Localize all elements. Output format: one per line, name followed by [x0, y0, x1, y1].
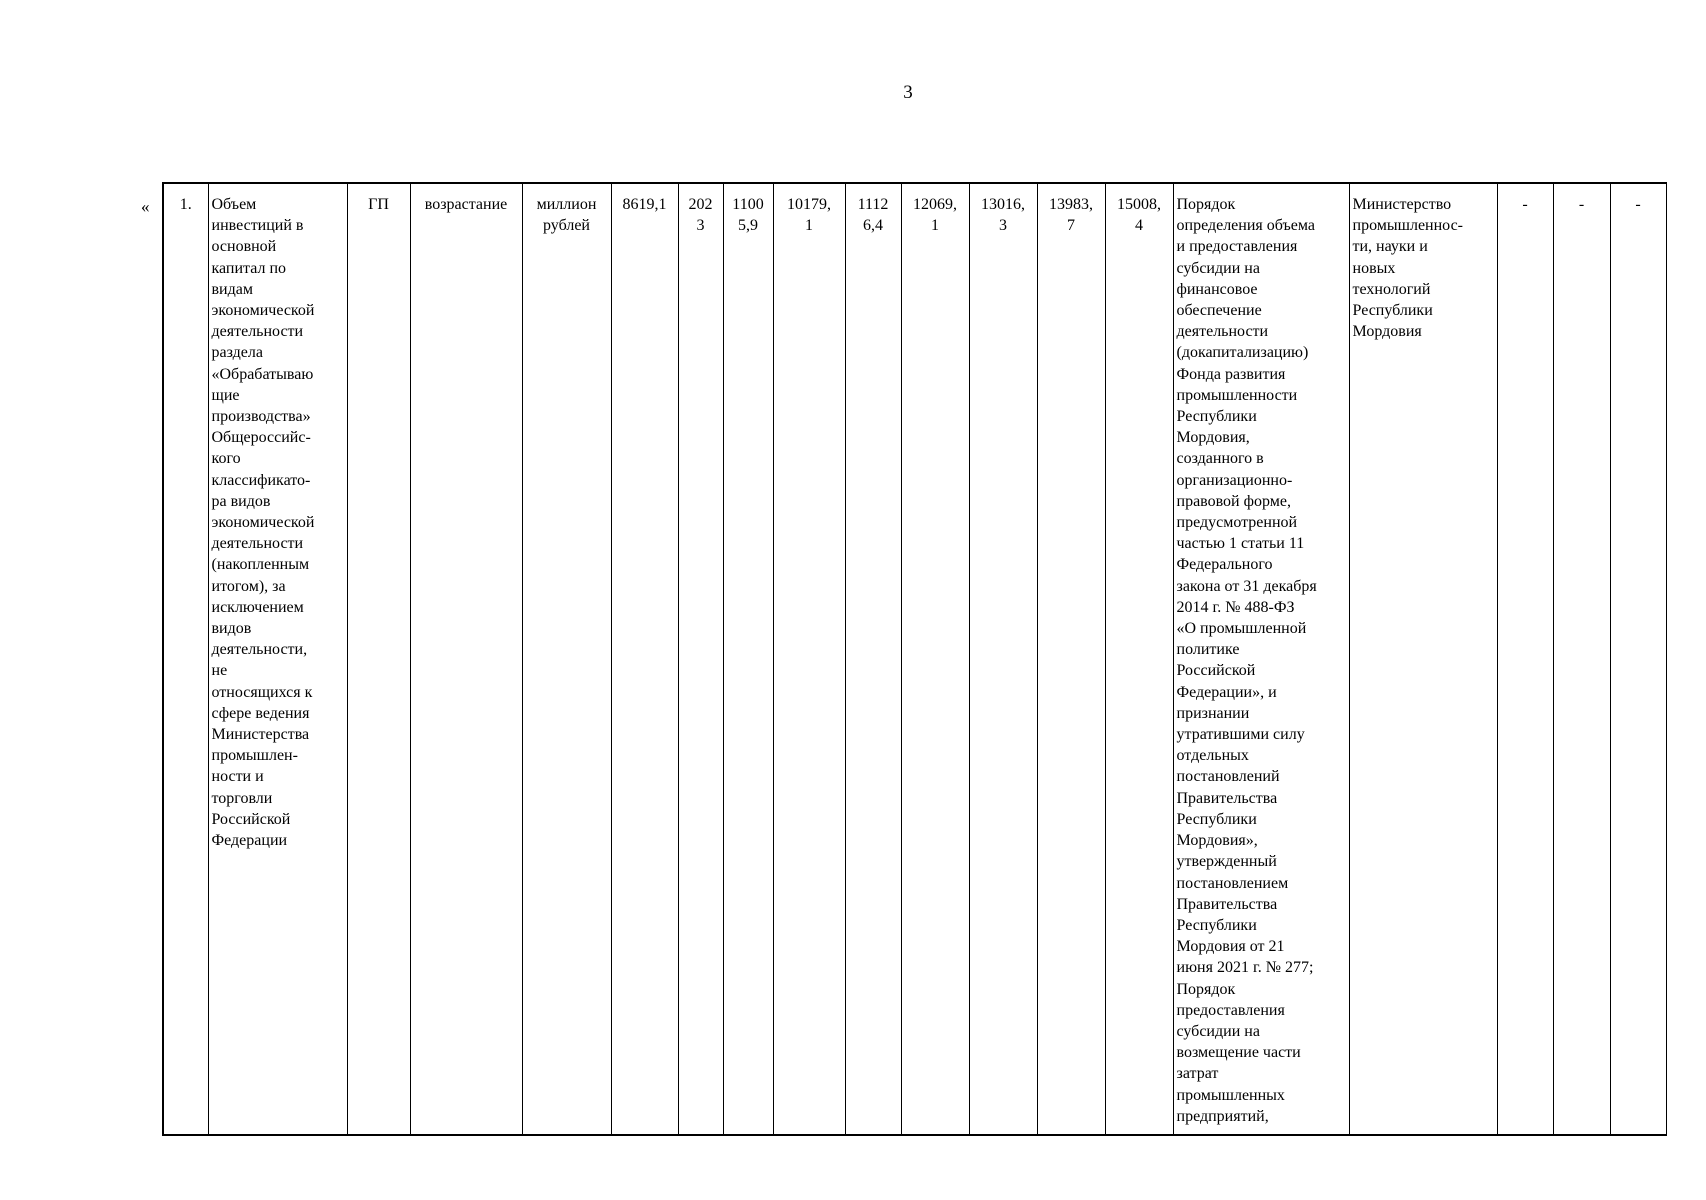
indicator-name: Объем инвестиций в основной капитал по видам экономической деятельности раздела «Обрабатываю щие производства» Общероссийс- кого классификато- ра видов экономической деятельности (накопленным итогом), за исключением видов деятельности, не относящихся к сфере ведения Министерства промышлен- ности и торговли Российской Федерации — [208, 183, 347, 1135]
base-year: 202 3 — [678, 183, 723, 1135]
indicator-type: ГП — [347, 183, 410, 1135]
value-2: 10179, 1 — [773, 183, 845, 1135]
value-5: 13016, 3 — [969, 183, 1037, 1135]
direction: возрастание — [410, 183, 522, 1135]
table-row — [163, 183, 1666, 1135]
indicator-table — [162, 182, 1667, 1136]
dash-cell-3: - — [1610, 183, 1666, 1135]
unit-of-measure: миллион рублей — [522, 183, 611, 1135]
row-number: 1. — [163, 183, 208, 1135]
opening-quote: « — [141, 197, 150, 216]
value-4: 12069, 1 — [901, 183, 969, 1135]
base-value: 8619,1 — [611, 183, 678, 1135]
dash-cell-2: - — [1553, 183, 1610, 1135]
value-1: 1100 5,9 — [723, 183, 773, 1135]
regulating-document: Порядок определения объема и предоставления субсидии на финансовое обеспечение деятельности (докапитализацию) Фонда развития промышленности Республики Мордовия, созданного в организационно- правовой форме, предусмотренной частью 1 статьи 11 Федерального закона от 31 декабря 2014 г. № 488-ФЗ «О промышленной политике Российской Федерации», и признании утратившими силу отдельных постановлений Правительства Республики Мордовия», утвержденный постановлением Правительства Республики Мордовия от 21 июня 2021 г. № 277; Порядок предоставления субсидии на возмещение части затрат промышленных предприятий, — [1173, 183, 1349, 1135]
value-6: 13983, 7 — [1037, 183, 1105, 1135]
dash-cell-1: - — [1497, 183, 1553, 1135]
value-3: 1112 6,4 — [845, 183, 901, 1135]
value-7: 15008, 4 — [1105, 183, 1173, 1135]
responsible-body: Министерство промышленнос- ти, науки и новых технологий Республики Мордовия — [1349, 183, 1497, 1135]
page-number: 3 — [903, 82, 913, 103]
